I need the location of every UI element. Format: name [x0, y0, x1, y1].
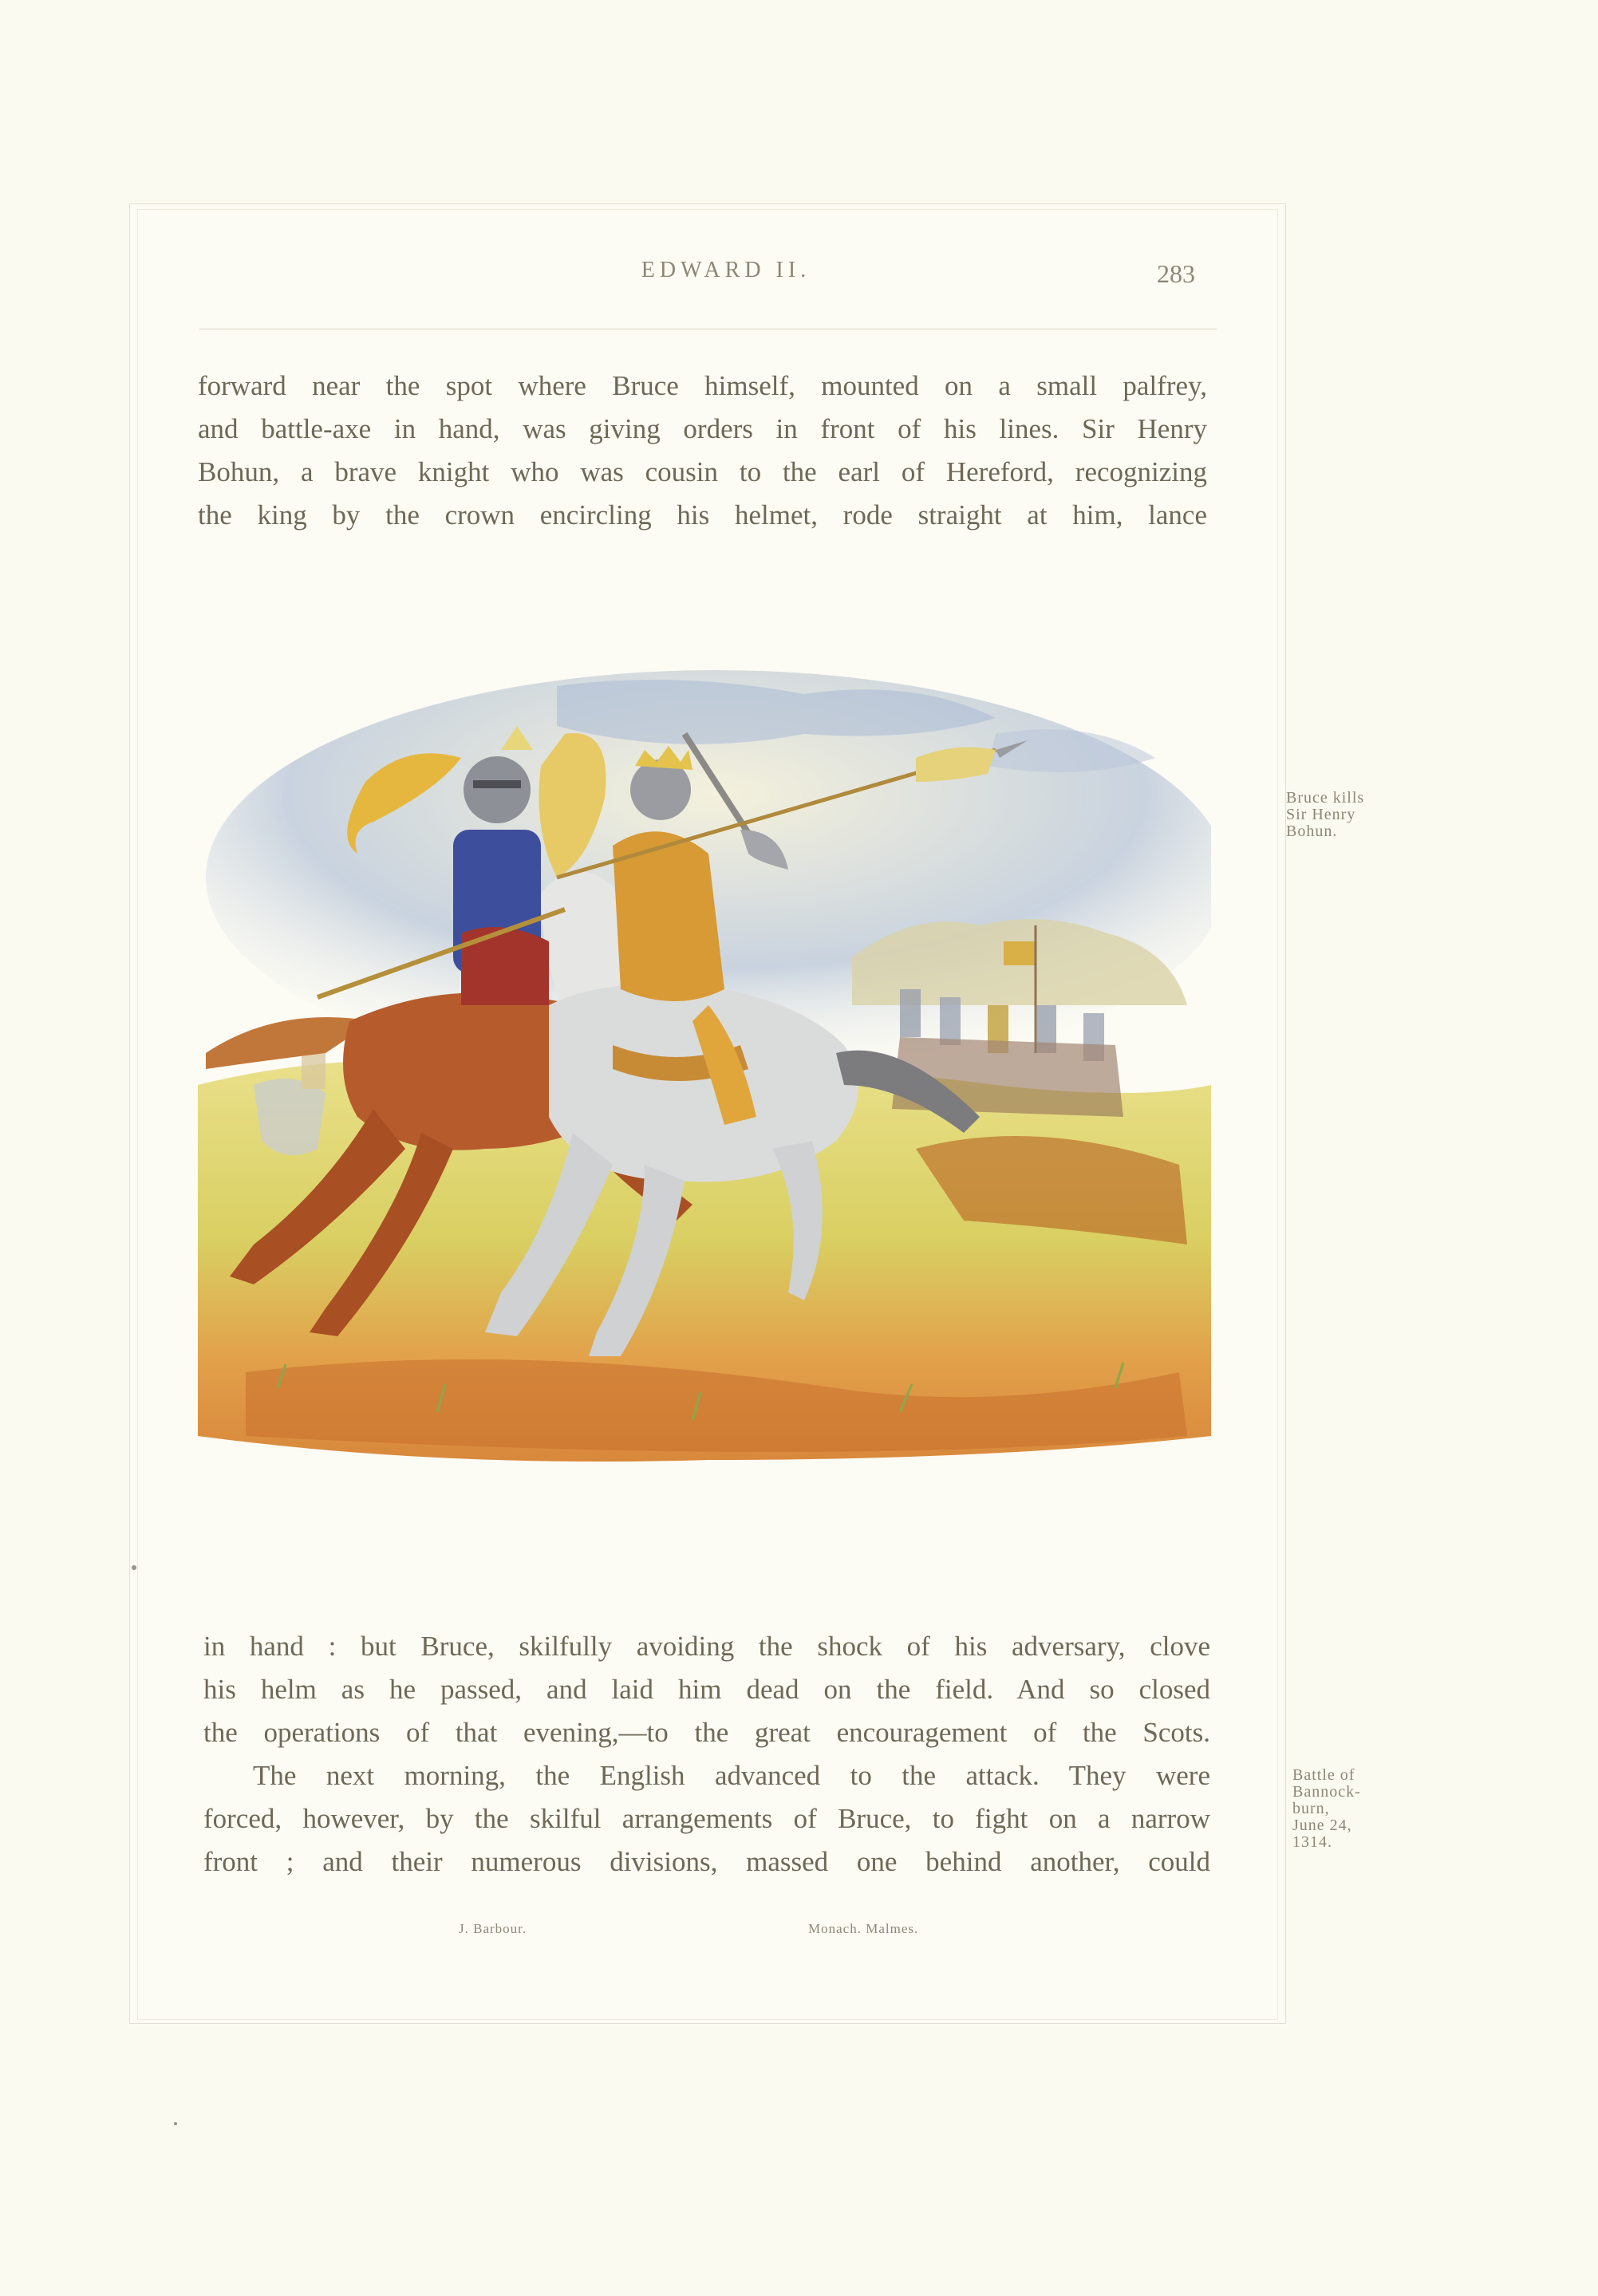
- text-line: and battle-axe in hand, was giving orders in front of his lines. Sir Henry: [198, 413, 1207, 444]
- footnote-source-right: Monach. Malmes.: [808, 1921, 919, 1936]
- margin-note-bruce-kills-bohun: [1286, 790, 1406, 840]
- page-number: 283: [1157, 259, 1195, 288]
- text-line: in hand : but Bruce, skilfully avoiding the shock of his adversary, clove: [203, 1631, 1210, 1662]
- margin-note-line: 1314.: [1292, 1833, 1332, 1851]
- text-line: forward near the spot where Bruce himself, mounted on a small palfrey,: [198, 370, 1207, 401]
- margin-note-battle-of-bannockburn: [1292, 1767, 1412, 1851]
- margin-note-line: Bruce kills: [1286, 789, 1365, 807]
- margin-note-line: Bohun.: [1286, 823, 1338, 840]
- footnote-source-left: J. Barbour.: [459, 1921, 527, 1936]
- text-line: the king by the crown encircling his helmet, rode straight at him, lance: [198, 499, 1207, 531]
- text-line: the operations of that evening,—to the great encouragement of the Scots.: [203, 1717, 1210, 1748]
- margin-note-line: Battle of: [1292, 1766, 1355, 1784]
- text-line: front ; and their numerous divisions, massed one behind another, could: [203, 1846, 1210, 1877]
- running-head: EDWARD II.: [641, 258, 811, 282]
- text-line: The next morning, the English advanced to the attack. They were: [253, 1760, 1210, 1791]
- margin-note-line: Bannock-: [1292, 1783, 1361, 1801]
- text-line: forced, however, by the skilful arrangements of Bruce, to fight on a narrow: [203, 1803, 1210, 1834]
- text-line: Bohun, a brave knight who was cousin to the earl of Hereford, recognizing: [198, 456, 1207, 487]
- margin-note-line: June 24,: [1292, 1817, 1352, 1834]
- body-text-top: [198, 365, 1207, 537]
- battle-illustration-svg: [198, 670, 1211, 1476]
- paper-speck: [174, 2122, 177, 2125]
- text-line: his helm as he passed, and laid him dead on the field. And so closed: [203, 1674, 1210, 1705]
- illustration-bruce-kills-bohun: [198, 670, 1211, 1476]
- paper-speck: [132, 1565, 136, 1570]
- margin-note-line: burn,: [1292, 1800, 1330, 1817]
- margin-note-line: Sir Henry: [1286, 806, 1356, 823]
- body-text-bottom: [203, 1625, 1210, 1884]
